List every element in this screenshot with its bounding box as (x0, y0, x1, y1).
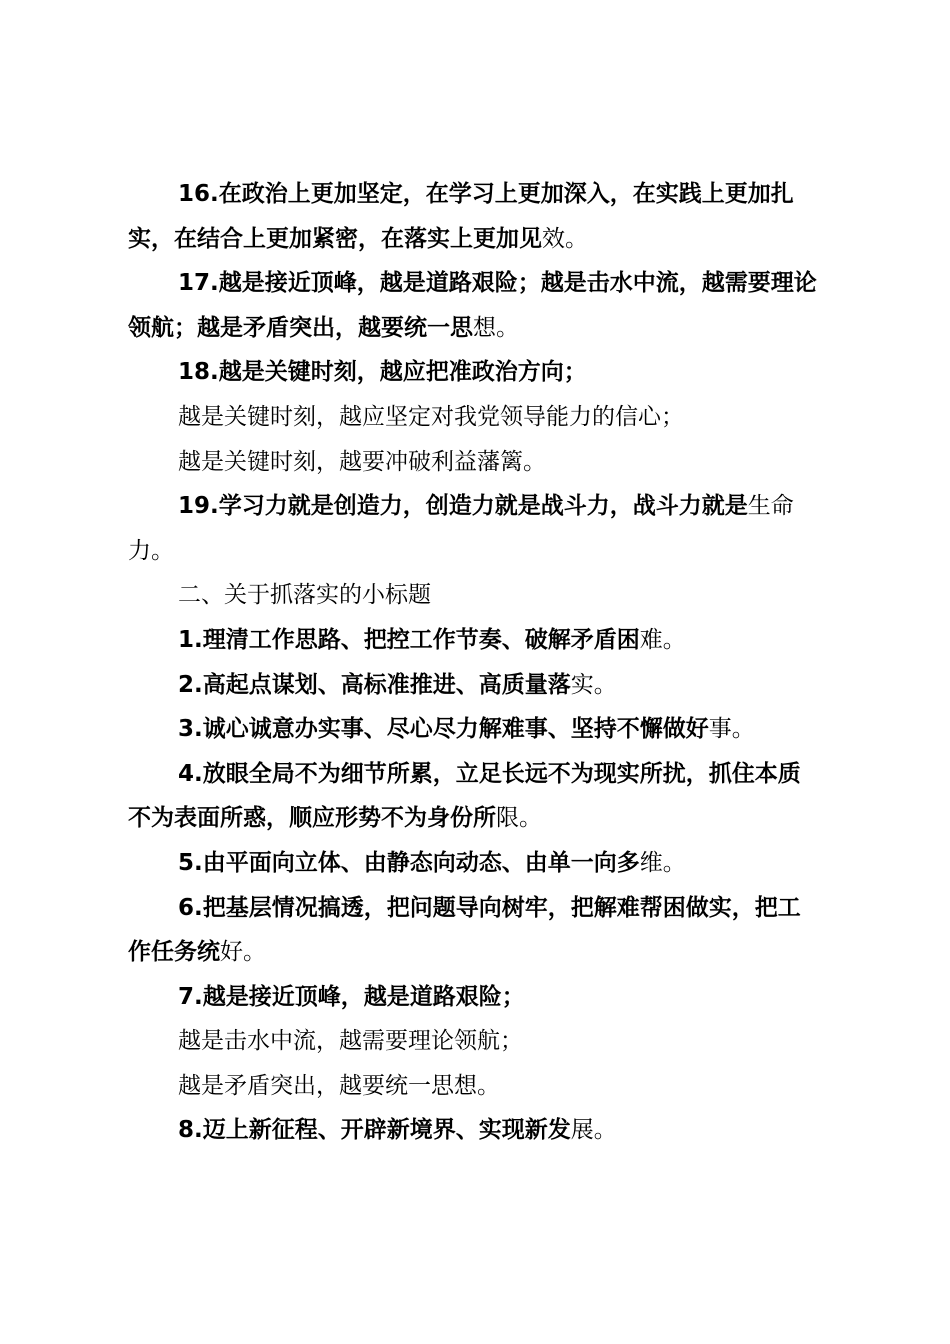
paragraph-bold-text: 6.把基层情况搞透，把问题导向树牢，把解难帮困做实，把工作任务统 (128, 894, 801, 966)
list-item-6 (128, 886, 820, 975)
paragraph-18-line-3 (128, 440, 820, 485)
paragraph-normal-text: 限。 (496, 805, 542, 832)
paragraph-bold-text: 1.理清工作思路、把控工作节奏、破解矛盾困 (178, 626, 640, 653)
paragraph-normal-text: 好。 (220, 939, 266, 966)
paragraph-normal-text: 想。 (473, 314, 519, 341)
list-item-1 (128, 618, 820, 663)
list-item-2 (128, 663, 820, 708)
paragraph-bold-text: 2.高起点谋划、高标准推进、高质量落 (178, 671, 571, 698)
paragraph-normal-text: 实。 (570, 671, 617, 698)
paragraph-18-line-2 (128, 395, 820, 440)
paragraph-normal-text: 越是矛盾突出，越要统一思想。 (178, 1072, 500, 1099)
section-heading-text: 二、关于抓落实的小标题 (178, 582, 431, 609)
paragraph-bold-text: 17.越是接近顶峰，越是道路艰险；越是击水中流，越需要理论领航；越是矛盾突出，越要统一思 (128, 270, 817, 341)
paragraph-normal-text: 效。 (542, 225, 588, 252)
paragraph-bold-text: 19.学习力就是创造力，创造力就是战斗力，战斗力就是 (178, 493, 748, 520)
paragraph-bold-text: 3.诚心诚意办实事、尽心尽力解难事、坚持不懈做好 (178, 716, 709, 743)
paragraph-bold-text: 4.放眼全局不为细节所累，立足长远不为现实所扰，抓住本质不为表面所惑，顺应形势不为身份所 (128, 760, 801, 832)
paragraph-normal-text: 维。 (639, 849, 686, 876)
paragraph-bold-text: 5.由平面向立体、由静态向动态、由单一向多 (178, 849, 640, 876)
paragraph-normal-text: 难。 (639, 626, 686, 653)
paragraph-bold-text: 8.迈上新征程、开辟新境界、实现新发 (178, 1117, 571, 1144)
paragraph-normal-text: 越是关键时刻，越应坚定对我党领导能力的信心； (178, 403, 684, 430)
paragraph-bold-text: 18.越是关键时刻，越应把准政治方向； (178, 359, 587, 386)
paragraph-17 (128, 261, 820, 350)
paragraph-16 (128, 172, 820, 261)
list-item-4 (128, 752, 820, 841)
list-item-3 (128, 707, 820, 752)
list-item-8 (128, 1108, 820, 1153)
paragraph-bold-text: 7.越是接近顶峰，越是道路艰险； (178, 983, 525, 1010)
list-item-7 (128, 975, 820, 1020)
paragraph-normal-text: 越是关键时刻，越要冲破利益藩篱。 (178, 448, 546, 475)
paragraph-normal-text: 展。 (570, 1117, 617, 1144)
paragraph-normal-text: 事。 (708, 716, 755, 743)
list-item-7-line-3 (128, 1064, 820, 1109)
paragraph-normal-text: 生命力。 (128, 493, 794, 564)
paragraph-19 (128, 484, 820, 573)
paragraph-bold-text: 16.在政治上更加坚定，在学习上更加深入，在实践上更加扎实，在结合上更加紧密，在落实上更加见 (128, 181, 794, 252)
paragraph-normal-text: 越是击水中流，越需要理论领航； (178, 1028, 523, 1055)
list-item-5 (128, 841, 820, 886)
list-item-7-line-2 (128, 1019, 820, 1064)
section-heading (128, 573, 820, 618)
document-body (128, 172, 820, 1153)
paragraph-18 (128, 350, 820, 395)
